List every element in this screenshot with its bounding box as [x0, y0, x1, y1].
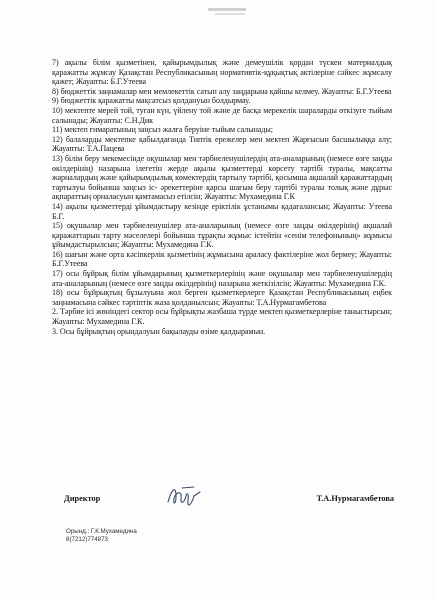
paragraph-3: 3. Осы бұйрықтың орындалуын бақылауды өзіме қалдырамын. [52, 326, 266, 336]
document-body [52, 58, 392, 336]
executor-note [66, 528, 137, 544]
paragraph-14: 14) ақылы қызметтерді ұйымдастыру кезінде еріктілік ұстанымы қадағалансын; Жауапты: Утеева Б.Г. [52, 201, 392, 221]
signature-block [64, 482, 394, 510]
executor-name: Орынд.: Г.К.Мухамедина [66, 528, 137, 535]
paragraph-16: 16) шағын және орта кәсіпкерлік қызметінің жұмысына араласу фактілеріне жол бермеу; Жауапты: Б.Г.Утеева [52, 249, 392, 269]
paragraph-11: 11) мектеп ғимаратының заңсыз жалға беруіне тыйым салынады; [52, 125, 273, 135]
paragraph-8: 8) бюджеттік заңнамалар мен мемлекеттік сатып алу заңдарына қайшы келмеу. Жауапты: Б.Г.Утеева [52, 86, 392, 96]
paragraph-12: 12) балаларды мектепке қабылдағанда Типтік ережелер мен мектеп Жарғысын басшылыққа алу; Жауапты: Т.А.Пацева [52, 134, 392, 154]
paragraph-18: 18) осы бұйрықтың бұзылуына жол берген қызметкерлерге Қазақстан Республикасының еңбек заңнамасына сәйкес тәртіптік жаза қолданылсын; Жауапты: Т.А.Нурмагамбетова [52, 288, 392, 307]
paragraph-17: 17) осы бұйрық білім ұйымдарының қызметкерлерінің және оқушылар мен тәрбиеленушілердің ата-аналарының (немесе өзге заңды өкілдерінің) назарына жеткізілсін; Жауапты: Мухамедина Г.К. [52, 269, 392, 288]
director-role-label: Директор [64, 494, 101, 503]
handwritten-signature [164, 482, 204, 510]
paragraph-10: 10) мектепте мерей той, туған күн, үйлену той және де басқа мерекелік шараларды өткізуге тыйым салынады; Жауапты: С.Н.Дик [52, 105, 392, 125]
paragraph-15: 15) оқушылар мен тәрбиеленушілер ата-аналарының (немесе өзге заңды өкілдерінің) ақшалай қаражаттарын тарту мәселелері бойынша тұрақты жұмыс істейтін «сенім телефонының» жұмысы ұйымдастырылсын; Жауапты: Мухамедина Г.К. [52, 221, 392, 250]
paragraph-9: 9) бюджеттік қаражатты мақсатсыз қолдануын болдырмау. [52, 96, 251, 106]
executor-phone: 8(7212)774873 [66, 536, 108, 543]
paragraph-2: 2. Тәрбие ісі жөніндегі сектор осы бұйрықты жазбаша түрде мектеп қызметкерлеріне таныстырсын; Жауапты: Мухамедина Г.К. [52, 307, 392, 327]
director-name: Т.А.Нурмагамбетова [316, 494, 394, 503]
scan-artifact-mark [160, 6, 270, 20]
paragraph-7: 7) ақылы білім қызметінен, қайырымдылық және демеушілік қордан түскен материалдық қаражатты жұмсау Қазақстан Республикасының нормативтік-құқықтық актілеріне сәйкес жұмсалу қажет; Жауапты: Б.Г.Утеева [52, 58, 392, 87]
paragraph-13: 13) білім беру мекемесінде оқушылар мен тәрбиеленушілердің ата-аналарының (немесе өзге заңды өкілдерінің) назарына ілегетін жерде ақылы қызметтерді көрсету тәртібі туралы, мақсатты жарналардың және қайырымдылық көмектердің тартылу тәртібі, қосымша ақшалай қаражаттардың тартылуы бойынша заңсыз іс- әрекеттеріне қарсы шағым беру тәртібі туралы толық және дұрыс ақпараттың орналасуын қамтамасыз етілсін; Жауапты: Мухамедина Г.К [52, 153, 392, 202]
